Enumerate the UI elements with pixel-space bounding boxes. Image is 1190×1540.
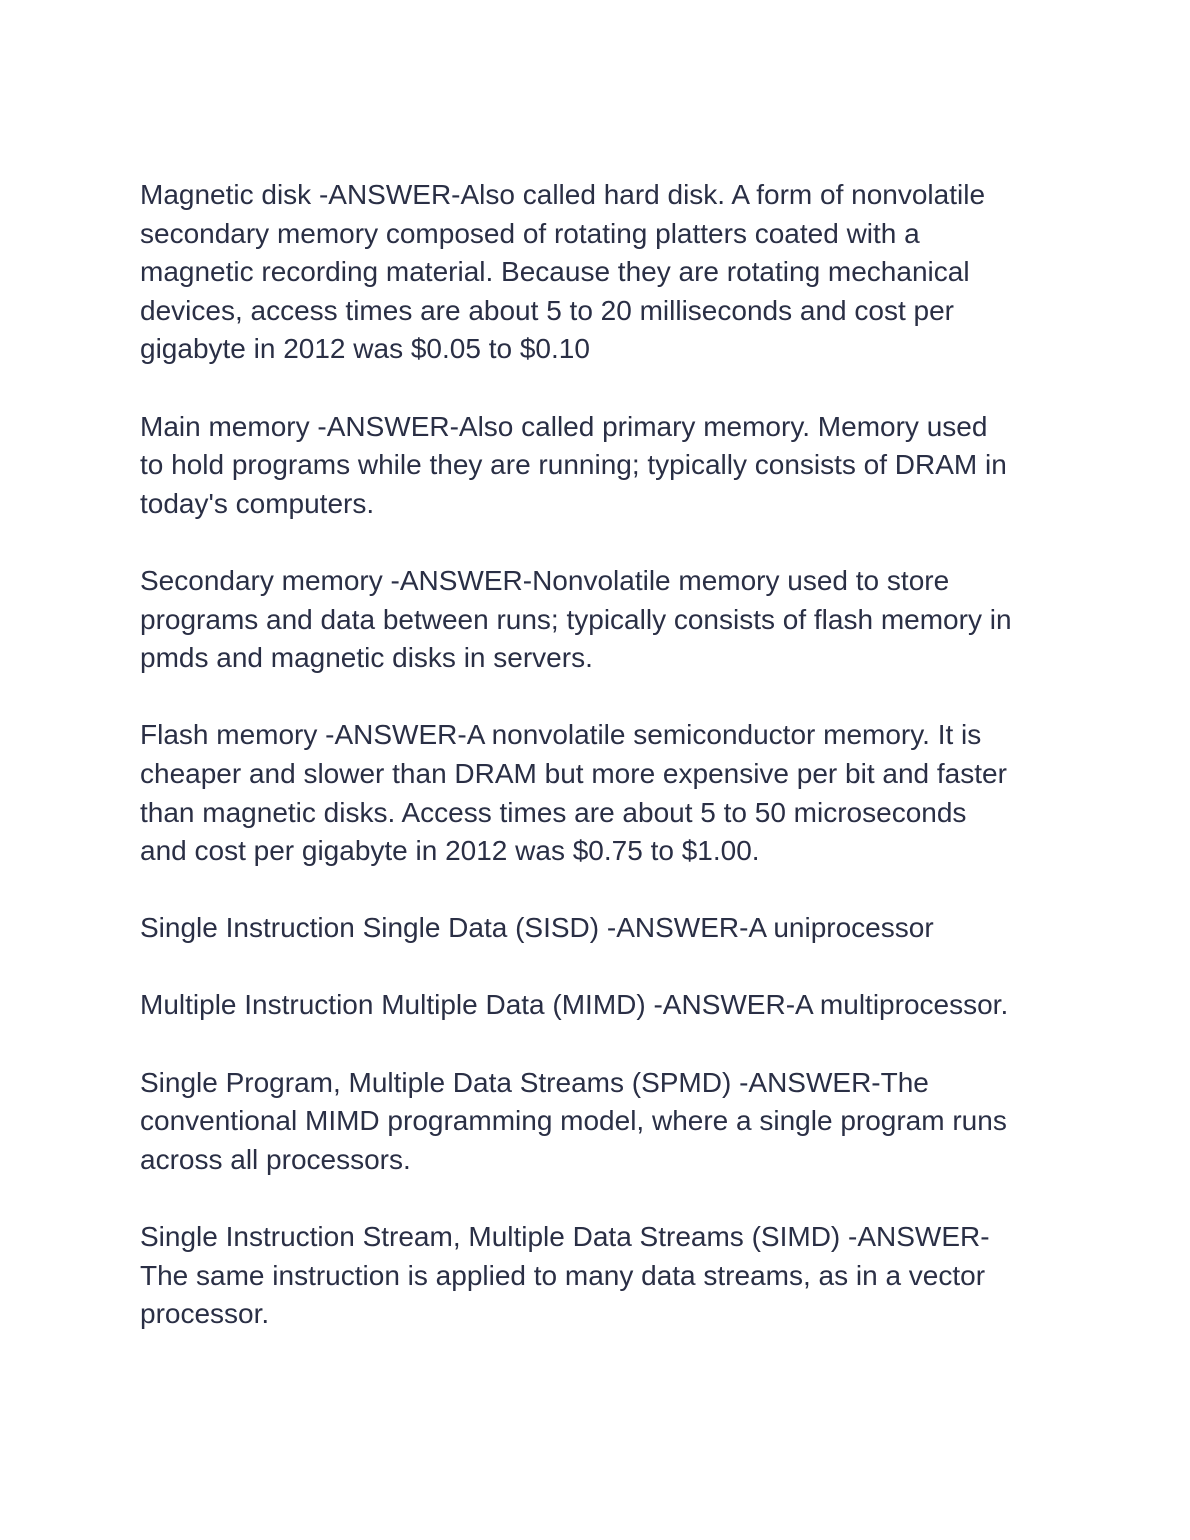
entry-flash-memory: Flash memory -ANSWER-A nonvolatile semiconductor memory. It is cheaper and slower than DRAM but more expensive per bit and faster than magnetic disks. Access times are about 5 to 50 microseconds and cost per gigabyte in 2012 was $0.75 to $1.00.: [140, 719, 1007, 867]
entry-sisd: Single Instruction Single Data (SISD) -ANSWER-A uniprocessor: [140, 912, 934, 944]
entry-secondary-memory: Secondary memory -ANSWER-Nonvolatile memory used to store programs and data between runs; typically consists of flash memory in pmds and magnetic disks in servers.: [140, 564, 1012, 674]
entry-spmd: Single Program, Multiple Data Streams (SPMD) -ANSWER-The conventional MIMD programming model, where a single program runs across all processors.: [140, 1066, 1007, 1175]
entry-simd: Single Instruction Stream, Multiple Data Streams (SIMD) -ANSWER- The same instruction is applied to many data streams, as in a vector processor.: [140, 1221, 990, 1330]
entry-main-memory: Main memory -ANSWER-Also called primary memory. Memory used to hold programs while they are running; typically consists of DRAM in today's computers.: [140, 410, 1007, 519]
entry-magnetic-disk: Magnetic disk -ANSWER-Also called hard disk. A form of nonvolatile secondary memory composed of rotating platters coated with a magnetic recording material. Because they are rotating mechanical devices, access times are about 5 to 20 milliseconds and cost per gigabyte in 2012 was $0.05 to $0.10: [140, 179, 986, 365]
document-body: [140, 176, 1060, 1334]
entry-mimd: Multiple Instruction Multiple Data (MIMD) -ANSWER-A multiprocessor.: [140, 989, 1009, 1021]
